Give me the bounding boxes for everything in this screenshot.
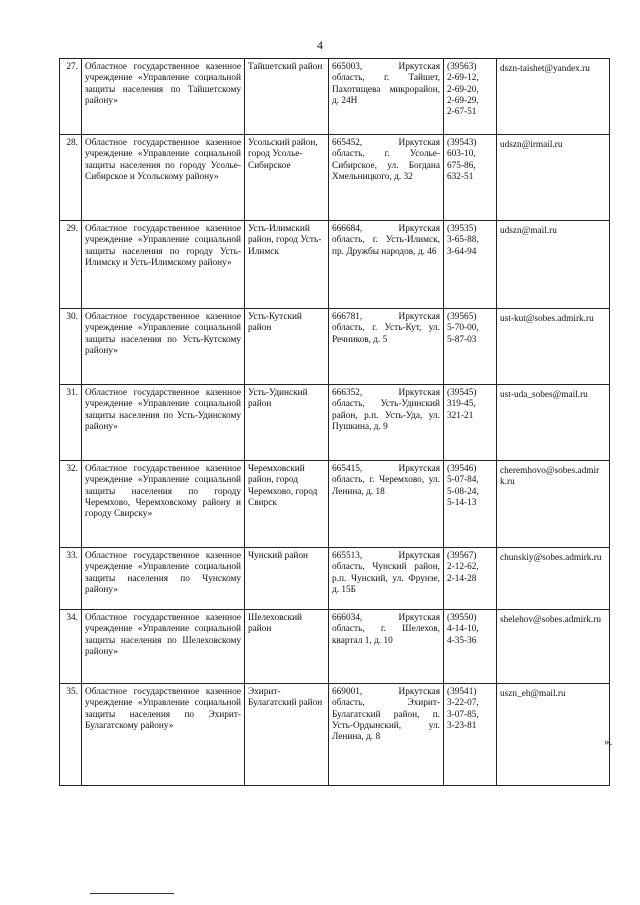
phone-line: 2-69-20,	[447, 84, 479, 95]
row-number: 29.	[60, 221, 82, 309]
email-address	[497, 684, 613, 786]
phone-numbers	[444, 684, 497, 786]
table-row	[60, 684, 610, 786]
institution-name: Областное государственное казенное учреждение «Управление социальной защиты населения по Тайшетскому району»	[82, 59, 245, 135]
email-link[interactable]: ust-kut@sobes.admirk.ru	[500, 314, 594, 324]
postal-address: 666352, Иркутская область, Усть-Удинский район, р.п. Усть-Уда, ул. Пушкина, д. 9	[329, 385, 444, 461]
postal-address: 665415, Иркутская область, г. Черемхово, ул. Ленина, д. 18	[329, 461, 444, 548]
institution-name: Областное государственное казенное учреждение «Управление социальной защиты населения по Шелеховскому району»	[82, 610, 245, 684]
phone-line: 3-65-88,	[447, 235, 479, 246]
phone-line: (39563)	[447, 62, 477, 72]
email-link[interactable]: chunskiy@sobes.admirk.ru	[500, 553, 602, 563]
institution-name: Областное государственное казенное учреждение «Управление социальной защиты населения по городу Усть-Илимску и Усть-Илимскому району»	[82, 221, 245, 309]
email-link[interactable]: cheremhovo@sobes.admirk.ru	[500, 466, 600, 488]
district-name: Усть-Удинский район	[245, 385, 329, 461]
email-link[interactable]: uszn_eh@mail.ru	[500, 689, 566, 699]
district-name: Эхирит-Булагатский район	[245, 684, 329, 786]
phone-line: 675-86,	[447, 160, 476, 171]
postal-address: 665003, Иркутская область, г. Тайшет, Пахотищева микрорайон, д. 24Н	[329, 59, 444, 135]
table-row	[60, 385, 610, 461]
phone-line: (39535)	[447, 224, 477, 234]
phone-line: 4-35-36	[447, 635, 477, 646]
email-link[interactable]: shelehov@sobes.admirk.ru	[500, 615, 601, 625]
district-name: Черемховский район, город Черемхово, город Свирск	[245, 461, 329, 548]
phone-line: 5-70-00,	[447, 323, 479, 334]
phone-line: (39546)	[447, 464, 477, 474]
email-address	[497, 548, 610, 610]
phone-line: 632-51	[447, 171, 474, 182]
district-name: Тайшетский район	[245, 59, 329, 135]
phone-line: 2-69-29,	[447, 95, 479, 106]
phone-line: 321-21	[447, 410, 474, 421]
row-number: 27.	[60, 59, 82, 135]
phone-line: 5-87-03	[447, 334, 477, 345]
postal-address: 666034, Иркутская область, г. Шелехов, квартал 1, д. 10	[329, 610, 444, 684]
email-address	[497, 221, 610, 309]
email-link[interactable]: ust-uda_sobes@mail.ru	[500, 390, 588, 400]
email-address	[497, 309, 610, 385]
table-row	[60, 461, 610, 548]
institution-name: Областное государственное казенное учреждение «Управление социальной защиты населения по Чунскому району»	[82, 548, 245, 610]
row-number: 30.	[60, 309, 82, 385]
phone-line: (39543)	[447, 138, 477, 148]
phone-numbers	[444, 461, 497, 548]
phone-line: 3-64-94	[447, 246, 477, 257]
phone-line: 3-22-07,	[447, 698, 479, 709]
email-address	[497, 59, 610, 135]
email-address	[497, 610, 610, 684]
phone-line: (39565)	[447, 312, 477, 322]
postal-address: 669001, Иркутская область, Эхирит-Булагатский район, п. Усть-Ордынский, ул. Ленина, д. 8	[329, 684, 444, 786]
phone-line: 2-12-62,	[447, 562, 479, 573]
phone-line: 2-69-12,	[447, 73, 479, 84]
phone-numbers	[444, 385, 497, 461]
institutions-table	[59, 58, 613, 786]
email-link[interactable]: dszn-taishet@yandex.ru	[500, 64, 590, 74]
phone-numbers	[444, 610, 497, 684]
phone-line: 319-45,	[447, 399, 476, 410]
phone-line: 5-08-24,	[447, 486, 479, 497]
phone-line: (39545)	[447, 388, 477, 398]
table-row	[60, 610, 610, 684]
district-name: Чунский район	[245, 548, 329, 610]
district-name: Шелеховский район	[245, 610, 329, 684]
phone-line: 4-14-10,	[447, 624, 479, 635]
table-row	[60, 135, 610, 221]
phone-line: 2-14-28	[447, 573, 477, 584]
table-row	[60, 309, 610, 385]
district-name: Усть-Илимский район, город Усть-Илимск	[245, 221, 329, 309]
phone-numbers	[444, 135, 497, 221]
district-name: Усть-Кутский район	[245, 309, 329, 385]
phone-numbers	[444, 309, 497, 385]
institution-name: Областное государственное казенное учреждение «Управление социальной защиты населения по городу Усолье-Сибирское и Усольскому району»	[82, 135, 245, 221]
phone-line: 5-14-13	[447, 497, 477, 508]
postal-address: 666781, Иркутская область, г. Усть-Кут, ул. Речников, д. 5	[329, 309, 444, 385]
table-row	[60, 221, 610, 309]
email-address	[497, 385, 610, 461]
institution-name: Областное государственное казенное учреждение «Управление социальной защиты населения по Эхирит-Булагатскому району»	[82, 684, 245, 786]
table-row	[60, 548, 610, 610]
phone-numbers	[444, 548, 497, 610]
phone-line: (39550)	[447, 613, 477, 623]
postal-address: 665513, Иркутская область, Чунский район, р.п. Чунский, ул. Фрунзе, д. 15Б	[329, 548, 444, 610]
row-number: 32.	[60, 461, 82, 548]
row-number: 33.	[60, 548, 82, 610]
closing-quote-mark: ».	[604, 736, 613, 748]
institution-name: Областное государственное казенное учреждение «Управление социальной защиты населения по Усть-Кутскому району»	[82, 309, 245, 385]
phone-line: 5-07-84,	[447, 475, 479, 486]
phone-line: 3-23-81	[447, 720, 477, 731]
row-number: 28.	[60, 135, 82, 221]
phone-numbers	[444, 59, 497, 135]
phone-line: (39567)	[447, 551, 477, 561]
postal-address: 665452, Иркутская область, г. Усолье-Сибирское, ул. Богдана Хмельницкого, д. 32	[329, 135, 444, 221]
district-name: Усольский район, город Усолье-Сибирское	[245, 135, 329, 221]
email-link[interactable]: udszn@irmail.ru	[500, 140, 563, 150]
phone-line: 3-07-85,	[447, 709, 479, 720]
institution-name: Областное государственное казенное учреждение «Управление социальной защиты населения по Усть-Удинскому району»	[82, 385, 245, 461]
footnote-rule	[90, 893, 174, 894]
page-number: 4	[317, 38, 323, 52]
phone-numbers	[444, 221, 497, 309]
phone-line: (39541)	[447, 687, 477, 697]
phone-line: 2-67-51	[447, 107, 477, 118]
email-address	[497, 135, 610, 221]
postal-address: 666684, Иркутская область, г. Усть-Илимск, пр. Дружбы народов, д. 46	[329, 221, 444, 309]
row-number: 34.	[60, 610, 82, 684]
row-number: 35.	[60, 684, 82, 786]
phone-line: 603-10,	[447, 149, 476, 160]
row-number: 31.	[60, 385, 82, 461]
institution-name: Областное государственное казенное учреждение «Управление социальной защиты населения по городу Черемхово, Черемховскому району и городу Свирску»	[82, 461, 245, 548]
table-row	[60, 59, 610, 135]
email-address	[497, 461, 610, 548]
email-link[interactable]: udszn@mail.ru	[500, 226, 557, 236]
